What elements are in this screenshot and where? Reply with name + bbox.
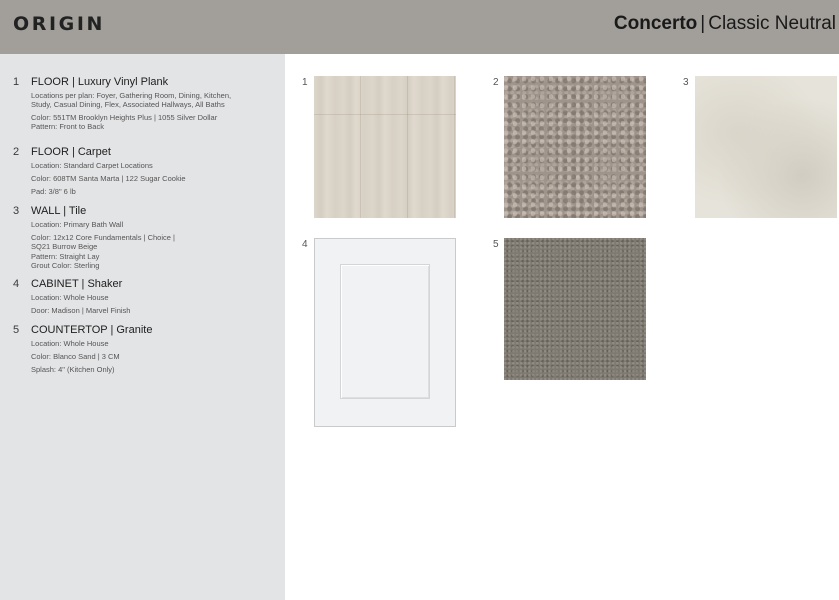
spec-title: FLOOR | Luxury Vinyl Plank	[31, 76, 169, 88]
spec-detail: Color: 551TM Brooklyn Heights Plus | 1055 Silver Dollar	[31, 113, 218, 122]
sample-number: 2	[493, 77, 499, 88]
header-bar	[0, 0, 839, 54]
spec-detail: Location: Primary Bath Wall	[31, 220, 124, 229]
spec-detail: Pad: 3/8" 6 lb	[31, 187, 76, 196]
granite-countertop-swatch	[504, 238, 646, 380]
spec-detail: Pattern: Straight Lay	[31, 252, 100, 261]
spec-title: FLOOR | Carpet	[31, 146, 111, 158]
collection-name: Concerto	[613, 13, 698, 34]
carpet-swatch	[504, 76, 646, 218]
spec-detail: Door: Madison | Marvel Finish	[31, 306, 131, 315]
spec-number: 5	[13, 324, 20, 336]
spec-title: COUNTERTOP | Granite	[31, 324, 153, 336]
collection-separator: |	[700, 13, 706, 34]
brand-logo: ORIGIN	[13, 13, 106, 35]
spec-detail: Location: Standard Carpet Locations	[31, 161, 153, 170]
spec-detail: Locations per plan: Foyer, Gathering Room, Dining, Kitchen,	[31, 91, 232, 100]
sample-number: 3	[683, 77, 689, 88]
spec-number: 2	[13, 146, 20, 158]
spec-detail: Location: Whole House	[31, 339, 109, 348]
spec-detail: Color: Blanco Sand | 3 CM	[31, 352, 120, 361]
sample-number: 1	[302, 77, 308, 88]
spec-detail: Grout Color: Sterling	[31, 261, 100, 270]
spec-detail: Study, Casual Dining, Flex, Associated Hallways, All Baths	[31, 100, 225, 109]
spec-number: 3	[13, 205, 20, 217]
collection-style: Classic Neutral	[708, 13, 836, 34]
sample-number: 4	[302, 239, 308, 250]
wall-tile-swatch	[695, 76, 837, 218]
spec-title: CABINET | Shaker	[31, 278, 123, 290]
collection-title	[614, 13, 836, 35]
cabinet-door-panel	[340, 264, 430, 399]
spec-detail: Pattern: Front to Back	[31, 122, 104, 131]
luxury-vinyl-plank-swatch	[314, 76, 456, 218]
shaker-cabinet-door-swatch	[314, 238, 456, 427]
sample-number: 5	[493, 239, 499, 250]
spec-detail: Splash: 4" (Kitchen Only)	[31, 365, 115, 374]
spec-detail: Color: 608TM Santa Marta | 122 Sugar Cookie	[31, 174, 186, 183]
spec-number: 4	[13, 278, 20, 290]
spec-detail: SQ21 Burrow Beige	[31, 242, 98, 251]
spec-title: WALL | Tile	[31, 205, 87, 217]
spec-sidebar	[0, 54, 285, 600]
spec-detail: Location: Whole House	[31, 293, 109, 302]
spec-detail: Color: 12x12 Core Fundamentals | Choice |	[31, 233, 175, 242]
spec-number: 1	[13, 76, 20, 88]
